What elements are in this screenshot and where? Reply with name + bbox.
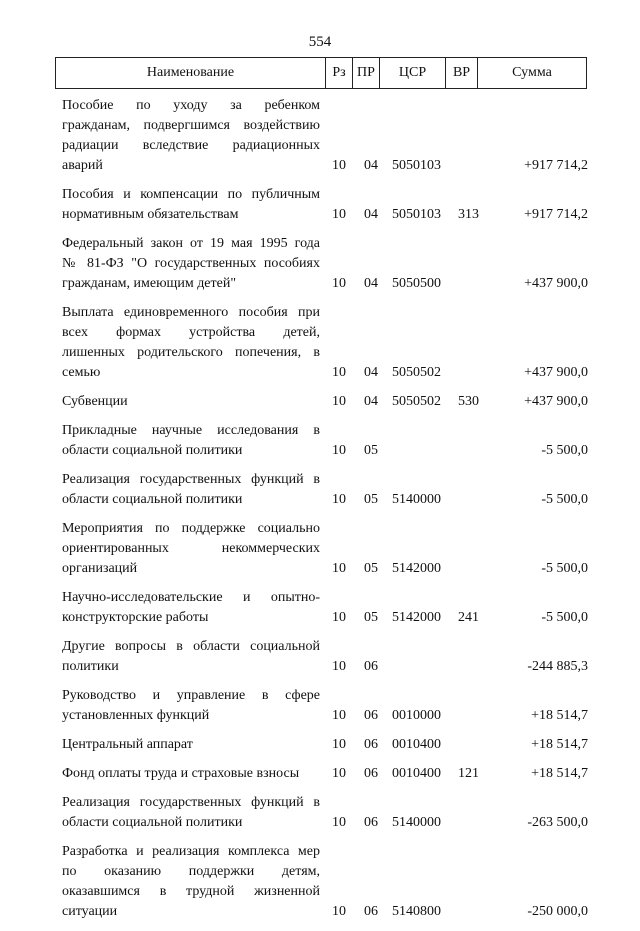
row-name-line: гражданам, подвергшимся воздействию — [62, 118, 320, 133]
row-name-line: Руководство и управление в сфере — [62, 688, 320, 703]
table-row — [62, 735, 588, 755]
row-name — [62, 588, 320, 628]
row-sum: -5 500,0 — [541, 610, 588, 625]
table-row — [62, 185, 588, 225]
row-sum: -5 500,0 — [541, 492, 588, 507]
row-csr: 5050500 — [392, 276, 441, 291]
row-csr: 5050502 — [392, 365, 441, 380]
row-name-line: Разработка и реализация комплекса мер — [62, 844, 320, 859]
row-name — [62, 421, 320, 461]
row-name-line: области социальной политики — [62, 443, 243, 458]
table-row — [62, 764, 588, 784]
page-number: 554 — [308, 34, 332, 50]
row-vr: 530 — [458, 394, 479, 409]
row-pr: 04 — [364, 158, 378, 173]
row-name-line: оказавшимся в трудной жизненной — [62, 884, 320, 899]
row-name — [62, 519, 320, 579]
row-csr: 5050502 — [392, 394, 441, 409]
row-csr: 5142000 — [392, 561, 441, 576]
row-rz: 10 — [332, 766, 346, 781]
table-row — [62, 392, 588, 412]
row-name-line: Реализация государственных функций в — [62, 795, 320, 810]
table-row — [62, 686, 588, 726]
row-name-line: Реализация государственных функций в — [62, 472, 320, 487]
header-vr: ВР — [446, 58, 478, 88]
row-rz: 10 — [332, 659, 346, 674]
header-name: Наименование — [56, 58, 326, 88]
row-name-line: по оказанию поддержки детям, — [62, 864, 320, 879]
row-name-line: радиации вследствие радиационных — [62, 138, 320, 153]
row-name-line: области социальной политики — [62, 815, 243, 830]
row-csr: 0010000 — [392, 708, 441, 723]
row-pr: 05 — [364, 610, 378, 625]
row-name-line: ситуации — [62, 904, 118, 919]
row-sum: +437 900,0 — [524, 276, 588, 291]
row-name — [62, 793, 320, 833]
row-rz: 10 — [332, 708, 346, 723]
row-name-line: № 81-ФЗ "О государственных пособиях — [62, 256, 320, 271]
row-sum: +18 514,7 — [531, 737, 588, 752]
row-pr: 06 — [364, 815, 378, 830]
row-name — [62, 392, 320, 412]
row-pr: 04 — [364, 207, 378, 222]
row-csr: 5140000 — [392, 815, 441, 830]
row-name-line: Центральный аппарат — [62, 737, 193, 752]
row-pr: 05 — [364, 492, 378, 507]
table-row — [62, 234, 588, 294]
row-name — [62, 234, 320, 294]
row-name-line: лишенных родительского попечения, в — [62, 345, 320, 360]
table-body — [62, 96, 588, 931]
row-name-line: аварий — [62, 158, 103, 173]
row-name — [62, 303, 320, 383]
row-csr: 5142000 — [392, 610, 441, 625]
row-name — [62, 470, 320, 510]
row-pr: 04 — [364, 365, 378, 380]
row-name-line: конструкторские работы — [62, 610, 209, 625]
header-csr: ЦСР — [380, 58, 446, 88]
row-sum: +18 514,7 — [531, 708, 588, 723]
row-name — [62, 185, 320, 225]
row-name-line: Субвенции — [62, 394, 128, 409]
row-rz: 10 — [332, 276, 346, 291]
row-name-line: организаций — [62, 561, 138, 576]
row-name-line: Другие вопросы в области социальной — [62, 639, 320, 654]
row-name-line: Научно-исследовательские и опытно- — [62, 590, 320, 605]
row-rz: 10 — [332, 443, 346, 458]
row-name — [62, 842, 320, 922]
row-rz: 10 — [332, 815, 346, 830]
row-csr: 5050103 — [392, 207, 441, 222]
row-pr: 05 — [364, 443, 378, 458]
row-sum: +437 900,0 — [524, 394, 588, 409]
row-pr: 04 — [364, 276, 378, 291]
row-sum: -5 500,0 — [541, 443, 588, 458]
row-sum: +18 514,7 — [531, 766, 588, 781]
table-row — [62, 519, 588, 579]
row-name-line: политики — [62, 659, 119, 674]
row-pr: 06 — [364, 659, 378, 674]
row-pr: 06 — [364, 737, 378, 752]
row-sum: -244 885,3 — [527, 659, 588, 674]
row-name-line: ориентированных некоммерческих — [62, 541, 320, 556]
row-rz: 10 — [332, 365, 346, 380]
row-name-line: Фонд оплаты труда и страховые взносы — [62, 766, 300, 781]
table-row — [62, 842, 588, 922]
row-sum: -250 000,0 — [527, 904, 588, 919]
table-row — [62, 96, 588, 176]
row-name-line: гражданам, имеющим детей" — [62, 276, 237, 291]
row-name-line: Выплата единовременного пособия при — [62, 305, 320, 320]
row-rz: 10 — [332, 394, 346, 409]
row-sum: -263 500,0 — [527, 815, 588, 830]
table-row — [62, 588, 588, 628]
row-sum: +917 714,2 — [524, 207, 588, 222]
table-row — [62, 303, 588, 383]
row-name-line: Мероприятия по поддержке социально — [62, 521, 320, 536]
row-name-line: Федеральный закон от 19 мая 1995 года — [62, 236, 320, 251]
row-name — [62, 686, 320, 726]
row-rz: 10 — [332, 737, 346, 752]
row-vr: 313 — [458, 207, 479, 222]
row-name — [62, 637, 320, 677]
table-row — [62, 470, 588, 510]
header-sum: Сумма — [512, 65, 552, 80]
row-rz: 10 — [332, 207, 346, 222]
table-row — [62, 421, 588, 461]
row-rz: 10 — [332, 561, 346, 576]
row-sum: -5 500,0 — [541, 561, 588, 576]
table-row — [62, 793, 588, 833]
row-pr: 06 — [364, 904, 378, 919]
row-pr: 06 — [364, 708, 378, 723]
row-name — [62, 96, 320, 176]
row-rz: 10 — [332, 492, 346, 507]
row-vr: 121 — [458, 766, 479, 781]
row-name-line: Пособия и компенсации по публичным — [62, 187, 320, 202]
row-name-line: Прикладные научные исследования в — [62, 423, 320, 438]
row-rz: 10 — [332, 158, 346, 173]
row-rz: 10 — [332, 904, 346, 919]
row-pr: 05 — [364, 561, 378, 576]
header-pr: ПР — [353, 58, 380, 88]
row-sum: +437 900,0 — [524, 365, 588, 380]
row-name-line: Пособие по уходу за ребенком — [62, 98, 320, 113]
row-name-line: установленных функций — [62, 708, 210, 723]
row-pr: 04 — [364, 394, 378, 409]
row-name-line: области социальной политики — [62, 492, 243, 507]
row-name-line: семью — [62, 365, 101, 380]
table-row — [62, 637, 588, 677]
row-name-line: всех формах устройства детей, — [62, 325, 320, 340]
row-pr: 06 — [364, 766, 378, 781]
row-rz: 10 — [332, 610, 346, 625]
row-csr: 5140800 — [392, 904, 441, 919]
row-name — [62, 735, 320, 755]
row-csr: 5050103 — [392, 158, 441, 173]
row-csr: 0010400 — [392, 766, 441, 781]
row-csr: 5140000 — [392, 492, 441, 507]
row-name-line: нормативным обязательствам — [62, 207, 239, 222]
row-vr: 241 — [458, 610, 479, 625]
header-rz: Рз — [326, 58, 353, 88]
row-csr: 0010400 — [392, 737, 441, 752]
row-name — [62, 764, 320, 784]
row-sum: +917 714,2 — [524, 158, 588, 173]
table-header — [55, 57, 587, 89]
